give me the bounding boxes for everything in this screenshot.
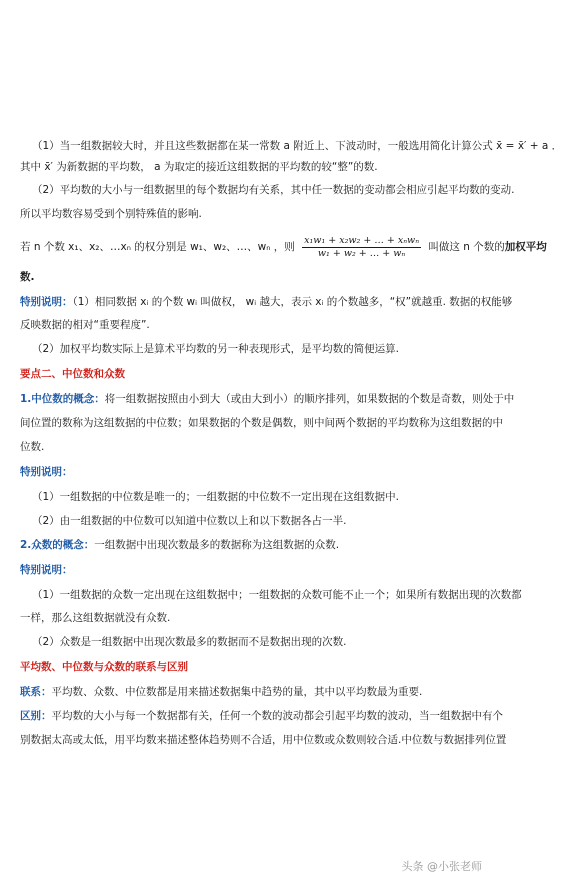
special-label: 特别说明： xyxy=(20,296,73,308)
fraction-denominator: w₁ + w₂ + … + wₙ xyxy=(317,247,406,259)
watermark: 头条 @小张老师 xyxy=(401,860,482,873)
weighted-term-end xyxy=(20,270,480,284)
link-line xyxy=(20,685,480,699)
fraction-numerator: x₁w₁ + x₂w₂ + … + xₙwₙ xyxy=(304,234,420,246)
mode-label: 2.众数的概念： xyxy=(20,539,95,551)
diff-line2: 别数据太高或太低，用平均数来描述整体趋势则不合适，用中位数或众数则较合适.中位数与数据排列位置 xyxy=(20,734,507,746)
weighted-suffix: 叫做这 n 个数的 xyxy=(428,241,505,253)
para2-line2: 所以平均数容易受到个别特殊值的影响. xyxy=(20,208,202,220)
median-text1: 将一组数据按照由小到大（或由大到小）的顺序排列，如果数据的个数是奇数，则处于中 xyxy=(104,393,515,405)
median-line2: 间位置的数称为这组数据的中位数；如果数据的个数是偶数，则中间两个数据的平均数称为这组数据的中 xyxy=(20,417,503,429)
para2-line1: （2）平均数的大小与一组数据里的每个数据均有关系，其中任一数据的变动都会相应引起平均数的变动. xyxy=(32,184,515,196)
link-text: 平均数、众数、中位数都是用来描述数据集中趋势的量，其中以平均数最为重要. xyxy=(51,686,423,698)
mode-special1a: （1）一组数据的众数一定出现在这组数据中；一组数据的众数可能不止一个；如果所有数据出现的次数都 xyxy=(32,589,522,601)
median-line3: 位数. xyxy=(20,441,45,453)
para1-line2: 其中 x̄′ 为新数据的平均数， a 为取定的接近这组数据的平均数的较“整”的数. xyxy=(20,161,378,173)
para1-line1: （1）当一组数据较大时，并且这些数据都在某一常数 a 附近上、下波动时，一般选用简化计算公式 x̄ = x̄′ + a ． xyxy=(32,140,562,152)
section3-heading: 平均数、中位数与众数的联系与区别 xyxy=(20,661,188,673)
median-label: 1.中位数的概念： xyxy=(20,393,105,405)
mode-special-label: 特别说明： xyxy=(20,564,73,576)
weighted-fraction xyxy=(302,235,421,260)
special1-line3: （2）加权平均数实际上是算术平均数的另一种表现形式，是平均数的简便运算. xyxy=(32,343,400,355)
section2-heading: 要点二、中位数和众数 xyxy=(20,368,125,380)
diff-text1: 平均数的大小与每一个数据都有关，任何一个数的波动都会引起平均数的波动，当一组数据中有个 xyxy=(51,710,503,722)
median-line1 xyxy=(20,392,515,406)
link-label: 联系： xyxy=(20,686,52,698)
median-special2: （2）由一组数据的中位数可以知道中位数以上和以下数据各占一半. xyxy=(32,515,347,527)
median-special1: （1）一组数据的中位数是唯一的；一组数据的中位数不一定出现在这组数据中. xyxy=(32,491,400,503)
mode-special2: （2）众数是一组数据中出现次数最多的数据而不是数据出现的次数. xyxy=(32,636,347,648)
weighted-prefix: 若 n 个数 x₁、x₂、…xₙ 的权分别是 w₁、w₂、…、wₙ ，则 xyxy=(20,241,295,253)
weighted-term: 加权平均 xyxy=(504,241,547,253)
mode-definition xyxy=(20,538,480,552)
mode-text: 一组数据中出现次数最多的数据称为这组数据的众数. xyxy=(94,539,340,551)
special1-text1: （1）相同数据 xᵢ 的个数 wᵢ 叫做权， wᵢ 越大，表示 xᵢ 的个数越多，“权”就越重. 数据的权能够 xyxy=(72,296,513,308)
diff-label: 区别： xyxy=(20,710,52,722)
diff-line1 xyxy=(20,709,503,723)
special1-line1 xyxy=(20,295,513,309)
special1-line2: 反映数据的相对“重要程度”. xyxy=(20,319,150,331)
weighted-average-definition xyxy=(20,231,547,263)
median-special-label: 特别说明： xyxy=(20,466,73,478)
mode-special1b: 一样，那么这组数据就没有众数. xyxy=(20,612,171,624)
weighted-term-end-text: 数. xyxy=(20,271,35,283)
